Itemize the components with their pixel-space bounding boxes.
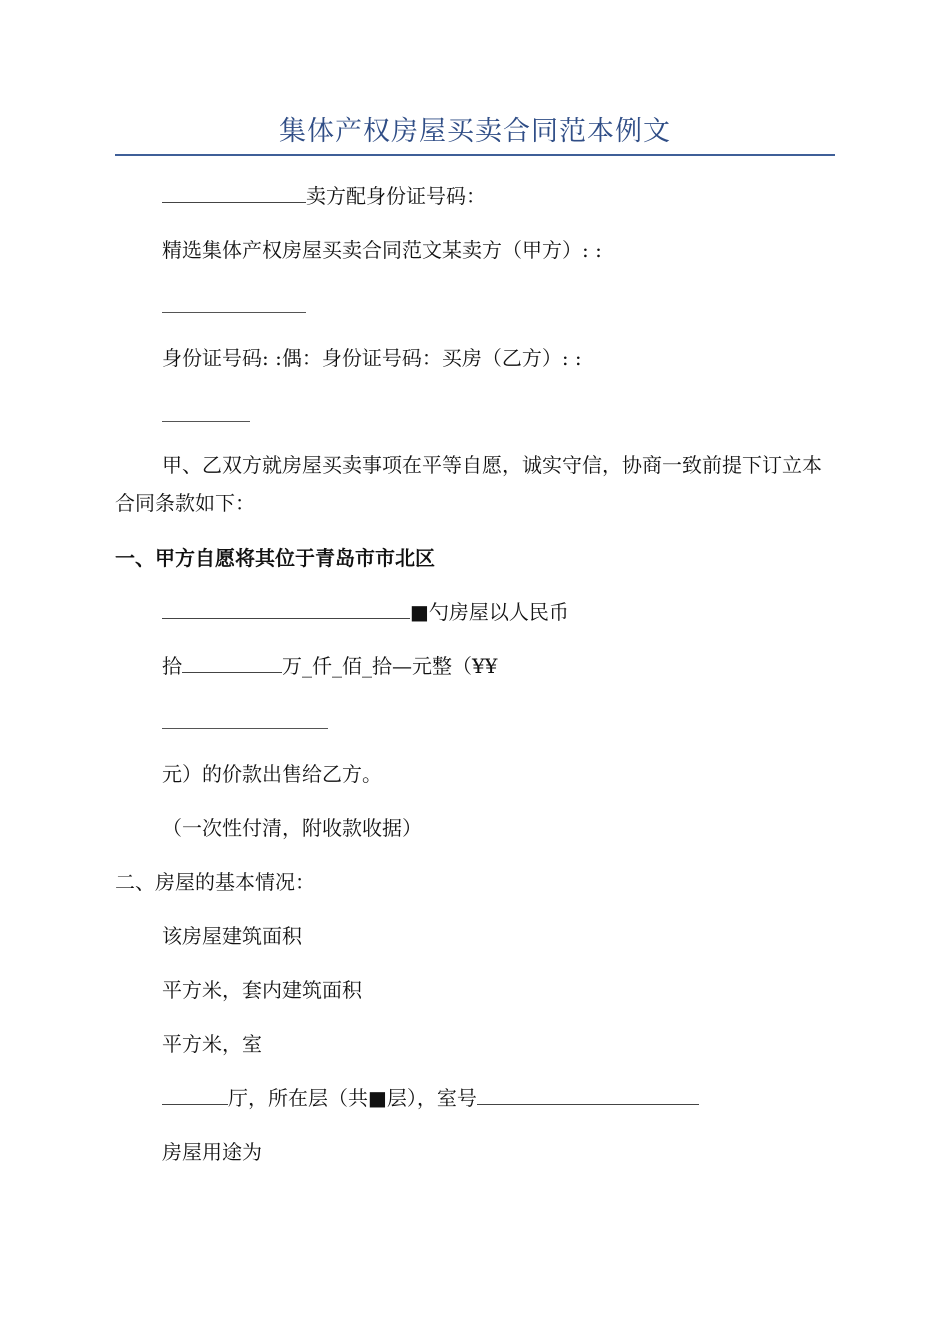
price-tail-line: 元）的价款出售给乙方。 [162,762,382,786]
seller-name-blank [162,182,306,203]
hall-floor-text: 厅，所在层（共■层），室号 [228,1086,477,1110]
clause1-house-line [162,598,569,626]
clause2-heading: 二、房屋的基本情况： [115,870,315,894]
amount-blank [182,652,282,673]
price-figure-blank [162,728,328,729]
hall-count-blank [162,1084,228,1105]
building-area-line: 该房屋建筑面积 [162,924,302,948]
clause1-heading: 一、甲方自愿将其位于青岛市市北区 [115,546,435,570]
seller-id-label: 卖方配身份证号码： [306,184,486,208]
rooms-line: 平方米，室 [162,1032,262,1056]
seller-id-line [162,182,486,210]
seller-id-blank [162,312,306,313]
document-title: 集体产权房屋买卖合同范本例文 [279,116,671,147]
room-number-blank [477,1084,699,1105]
inner-area-line: 平方米，套内建筑面积 [162,978,362,1002]
usage-line: 房屋用途为 [162,1140,262,1164]
amount-line [162,652,497,680]
buyer-id-blank [162,421,250,422]
clause1-house-text: ■勺房屋以人民币 [410,600,569,624]
agreement-paragraph: 甲、乙双方就房屋买卖事项在平等自愿，诚实守信，协商一致前提下订立本合同条款如下： [115,453,822,515]
address-blank [162,598,410,619]
amount-text: 万_仟_佰_拾—元整（¥¥ [282,654,498,678]
seller-intro-line: 精选集体产权房屋买卖合同范文某卖方（甲方）: : [162,238,602,262]
amount-prefix: 拾 [162,654,182,678]
payment-note-line: （一次性付清，附收款收据） [162,816,422,840]
hall-floor-line [162,1084,699,1112]
buyer-id-line: 身份证号码: :偶：身份证号码：买房（乙方）: : [162,346,582,370]
title-underline [115,154,835,156]
